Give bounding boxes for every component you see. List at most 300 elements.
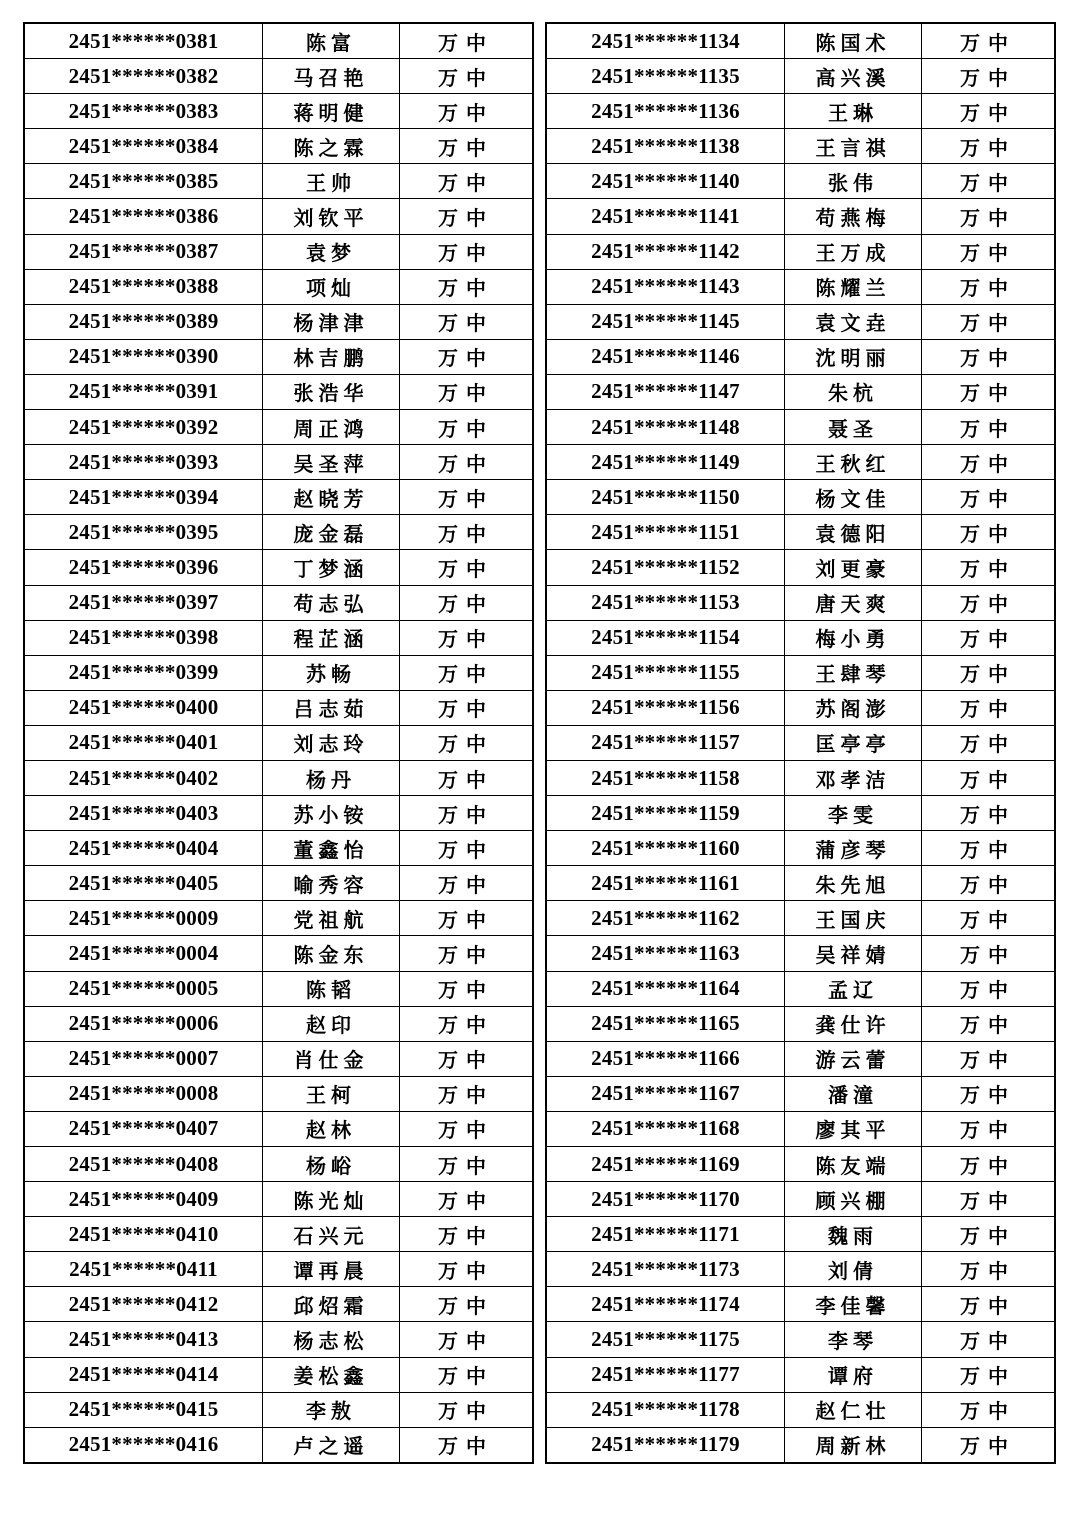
location-cell: 万中: [922, 585, 1056, 620]
id-cell: 2451******0407: [24, 1111, 263, 1146]
table-row: [546, 1182, 1055, 1217]
table-row: [546, 1041, 1055, 1076]
location-cell: 万中: [922, 59, 1056, 94]
name-cell: 李雯: [785, 796, 922, 831]
table-row: [546, 936, 1055, 971]
table-row: [546, 445, 1055, 480]
id-cell: 2451******1146: [546, 339, 785, 374]
name-cell: 王秋红: [785, 445, 922, 480]
location-cell: 万中: [400, 585, 534, 620]
name-cell: 吴祥婧: [785, 936, 922, 971]
id-cell: 2451******0413: [24, 1322, 263, 1357]
id-cell: 2451******0008: [24, 1076, 263, 1111]
name-cell: 袁德阳: [785, 515, 922, 550]
id-cell: 2451******1157: [546, 725, 785, 760]
name-cell: 蒲彦琴: [785, 831, 922, 866]
name-cell: 苏小铵: [263, 796, 400, 831]
name-cell: 张伟: [785, 164, 922, 199]
id-cell: 2451******1159: [546, 796, 785, 831]
id-cell: 2451******0415: [24, 1392, 263, 1427]
name-cell: 孟辽: [785, 971, 922, 1006]
name-cell: 袁文垚: [785, 304, 922, 339]
id-cell: 2451******1169: [546, 1147, 785, 1182]
id-cell: 2451******0409: [24, 1182, 263, 1217]
table-row: [546, 339, 1055, 374]
location-cell: 万中: [922, 515, 1056, 550]
location-cell: 万中: [400, 23, 534, 59]
id-cell: 2451******1178: [546, 1392, 785, 1427]
name-cell: 王言祺: [785, 129, 922, 164]
table-row: [546, 655, 1055, 690]
name-cell: 苟燕梅: [785, 199, 922, 234]
table-row: [546, 234, 1055, 269]
id-cell: 2451******1161: [546, 866, 785, 901]
id-cell: 2451******1164: [546, 971, 785, 1006]
id-cell: 2451******0381: [24, 23, 263, 59]
id-cell: 2451******1142: [546, 234, 785, 269]
name-cell: 杨志松: [263, 1322, 400, 1357]
location-cell: 万中: [922, 410, 1056, 445]
name-cell: 庞金磊: [263, 515, 400, 550]
location-cell: 万中: [400, 725, 534, 760]
id-cell: 2451******0383: [24, 94, 263, 129]
table-row: [24, 269, 533, 304]
location-cell: 万中: [400, 164, 534, 199]
id-cell: 2451******0416: [24, 1427, 263, 1463]
location-cell: 万中: [922, 1111, 1056, 1146]
id-cell: 2451******1167: [546, 1076, 785, 1111]
location-cell: 万中: [400, 199, 534, 234]
roster-table-right: [545, 22, 1056, 1464]
table-row: [24, 1111, 533, 1146]
table-row: [546, 410, 1055, 445]
id-cell: 2451******0404: [24, 831, 263, 866]
name-cell: 卢之遥: [263, 1427, 400, 1463]
name-cell: 袁梦: [263, 234, 400, 269]
table-row: [24, 1392, 533, 1427]
table-row: [546, 1392, 1055, 1427]
name-cell: 刘钦平: [263, 199, 400, 234]
name-cell: 苏畅: [263, 655, 400, 690]
table-row: [24, 374, 533, 409]
table-row: [546, 1217, 1055, 1252]
location-cell: 万中: [922, 1287, 1056, 1322]
location-cell: 万中: [922, 1182, 1056, 1217]
table-row: [546, 971, 1055, 1006]
name-cell: 魏雨: [785, 1217, 922, 1252]
location-cell: 万中: [922, 1322, 1056, 1357]
table-row: [546, 480, 1055, 515]
location-cell: 万中: [922, 164, 1056, 199]
location-cell: 万中: [400, 1322, 534, 1357]
table-row: [24, 515, 533, 550]
location-cell: 万中: [400, 620, 534, 655]
name-cell: 丁梦涵: [263, 550, 400, 585]
location-cell: 万中: [400, 1041, 534, 1076]
name-cell: 沈明丽: [785, 339, 922, 374]
table-row: [546, 269, 1055, 304]
name-cell: 朱杭: [785, 374, 922, 409]
table-row: [24, 585, 533, 620]
location-cell: 万中: [922, 129, 1056, 164]
roster-table-left: [23, 22, 534, 1464]
table-row: [24, 690, 533, 725]
location-cell: 万中: [400, 901, 534, 936]
name-cell: 王柯: [263, 1076, 400, 1111]
location-cell: 万中: [400, 1287, 534, 1322]
table-row: [24, 796, 533, 831]
table-row: [24, 480, 533, 515]
location-cell: 万中: [922, 1006, 1056, 1041]
location-cell: 万中: [400, 1147, 534, 1182]
table-row: [546, 23, 1055, 59]
name-cell: 陈国术: [785, 23, 922, 59]
id-cell: 2451******1153: [546, 585, 785, 620]
name-cell: 陈之霖: [263, 129, 400, 164]
table-row: [24, 901, 533, 936]
table-row: [24, 410, 533, 445]
table-row: [546, 866, 1055, 901]
location-cell: 万中: [400, 1076, 534, 1111]
name-cell: 赵晓芳: [263, 480, 400, 515]
table-row: [546, 550, 1055, 585]
table-row: [546, 585, 1055, 620]
table-row: [24, 971, 533, 1006]
location-cell: 万中: [400, 690, 534, 725]
id-cell: 2451******1149: [546, 445, 785, 480]
id-cell: 2451******0397: [24, 585, 263, 620]
name-cell: 董鑫怡: [263, 831, 400, 866]
location-cell: 万中: [400, 1392, 534, 1427]
location-cell: 万中: [400, 1217, 534, 1252]
name-cell: 陈金东: [263, 936, 400, 971]
table-row: [546, 515, 1055, 550]
name-cell: 陈韬: [263, 971, 400, 1006]
name-cell: 李琴: [785, 1322, 922, 1357]
name-cell: 李敖: [263, 1392, 400, 1427]
location-cell: 万中: [922, 480, 1056, 515]
location-cell: 万中: [922, 445, 1056, 480]
id-cell: 2451******0403: [24, 796, 263, 831]
location-cell: 万中: [400, 1006, 534, 1041]
table-row: [24, 1006, 533, 1041]
name-cell: 苟志弘: [263, 585, 400, 620]
table-row: [24, 936, 533, 971]
location-cell: 万中: [400, 129, 534, 164]
location-cell: 万中: [922, 23, 1056, 59]
name-cell: 党祖航: [263, 901, 400, 936]
location-cell: 万中: [400, 59, 534, 94]
name-cell: 蒋明健: [263, 94, 400, 129]
location-cell: 万中: [400, 304, 534, 339]
name-cell: 王国庆: [785, 901, 922, 936]
location-cell: 万中: [400, 866, 534, 901]
id-cell: 2451******1170: [546, 1182, 785, 1217]
id-cell: 2451******1134: [546, 23, 785, 59]
name-cell: 陈耀兰: [785, 269, 922, 304]
table-row: [546, 1322, 1055, 1357]
table-row: [546, 760, 1055, 795]
name-cell: 唐天爽: [785, 585, 922, 620]
id-cell: 2451******0392: [24, 410, 263, 445]
id-cell: 2451******0382: [24, 59, 263, 94]
id-cell: 2451******1166: [546, 1041, 785, 1076]
table-row: [24, 1147, 533, 1182]
id-cell: 2451******0384: [24, 129, 263, 164]
id-cell: 2451******0386: [24, 199, 263, 234]
table-row: [24, 234, 533, 269]
table-row: [24, 1287, 533, 1322]
location-cell: 万中: [400, 760, 534, 795]
id-cell: 2451******0006: [24, 1006, 263, 1041]
table-row: [546, 796, 1055, 831]
name-cell: 喻秀容: [263, 866, 400, 901]
location-cell: 万中: [400, 480, 534, 515]
location-cell: 万中: [400, 339, 534, 374]
table-row: [24, 725, 533, 760]
id-cell: 2451******1160: [546, 831, 785, 866]
table-row: [24, 1322, 533, 1357]
name-cell: 项灿: [263, 269, 400, 304]
id-cell: 2451******0408: [24, 1147, 263, 1182]
name-cell: 杨文佳: [785, 480, 922, 515]
location-cell: 万中: [400, 410, 534, 445]
name-cell: 马召艳: [263, 59, 400, 94]
name-cell: 姜松鑫: [263, 1357, 400, 1392]
id-cell: 2451******0401: [24, 725, 263, 760]
id-cell: 2451******0388: [24, 269, 263, 304]
name-cell: 周新林: [785, 1427, 922, 1463]
id-cell: 2451******1158: [546, 760, 785, 795]
location-cell: 万中: [922, 760, 1056, 795]
id-cell: 2451******1135: [546, 59, 785, 94]
id-cell: 2451******1145: [546, 304, 785, 339]
id-cell: 2451******0411: [24, 1252, 263, 1287]
id-cell: 2451******0398: [24, 620, 263, 655]
location-cell: 万中: [922, 655, 1056, 690]
id-cell: 2451******1151: [546, 515, 785, 550]
id-cell: 2451******1154: [546, 620, 785, 655]
table-row: [24, 1182, 533, 1217]
id-cell: 2451******1147: [546, 374, 785, 409]
id-cell: 2451******0007: [24, 1041, 263, 1076]
location-cell: 万中: [922, 936, 1056, 971]
name-cell: 刘更豪: [785, 550, 922, 585]
location-cell: 万中: [922, 866, 1056, 901]
name-cell: 王肆琴: [785, 655, 922, 690]
location-cell: 万中: [922, 339, 1056, 374]
name-cell: 邱炤霜: [263, 1287, 400, 1322]
table-row: [24, 339, 533, 374]
table-row: [24, 164, 533, 199]
id-cell: 2451******1177: [546, 1357, 785, 1392]
table-row: [24, 866, 533, 901]
location-cell: 万中: [922, 901, 1056, 936]
id-cell: 2451******0396: [24, 550, 263, 585]
id-cell: 2451******0391: [24, 374, 263, 409]
name-cell: 匡亭亭: [785, 725, 922, 760]
name-cell: 赵林: [263, 1111, 400, 1146]
table-row: [24, 655, 533, 690]
name-cell: 赵仁壮: [785, 1392, 922, 1427]
name-cell: 林吉鹏: [263, 339, 400, 374]
id-cell: 2451******0387: [24, 234, 263, 269]
id-cell: 2451******1155: [546, 655, 785, 690]
name-cell: 聂圣: [785, 410, 922, 445]
id-cell: 2451******1175: [546, 1322, 785, 1357]
table-row: [24, 1252, 533, 1287]
table-row: [546, 1111, 1055, 1146]
id-cell: 2451******0400: [24, 690, 263, 725]
name-cell: 吴圣萍: [263, 445, 400, 480]
location-cell: 万中: [922, 550, 1056, 585]
table-row: [24, 129, 533, 164]
name-cell: 李佳馨: [785, 1287, 922, 1322]
name-cell: 谭府: [785, 1357, 922, 1392]
name-cell: 杨峪: [263, 1147, 400, 1182]
name-cell: 石兴元: [263, 1217, 400, 1252]
location-cell: 万中: [922, 1357, 1056, 1392]
name-cell: 高兴溪: [785, 59, 922, 94]
id-cell: 2451******0399: [24, 655, 263, 690]
id-cell: 2451******1156: [546, 690, 785, 725]
table-row: [546, 304, 1055, 339]
table-row: [24, 1041, 533, 1076]
location-cell: 万中: [922, 1147, 1056, 1182]
location-cell: 万中: [400, 655, 534, 690]
location-cell: 万中: [922, 1076, 1056, 1111]
name-cell: 刘倩: [785, 1252, 922, 1287]
name-cell: 王帅: [263, 164, 400, 199]
id-cell: 2451******1150: [546, 480, 785, 515]
location-cell: 万中: [400, 936, 534, 971]
name-cell: 游云蕾: [785, 1041, 922, 1076]
name-cell: 梅小勇: [785, 620, 922, 655]
table-row: [24, 59, 533, 94]
location-cell: 万中: [400, 1427, 534, 1463]
location-cell: 万中: [400, 374, 534, 409]
location-cell: 万中: [922, 1427, 1056, 1463]
location-cell: 万中: [400, 269, 534, 304]
location-cell: 万中: [922, 374, 1056, 409]
table-row: [24, 94, 533, 129]
table-row: [24, 550, 533, 585]
id-cell: 2451******0009: [24, 901, 263, 936]
id-cell: 2451******1174: [546, 1287, 785, 1322]
id-cell: 2451******0004: [24, 936, 263, 971]
table-row: [24, 760, 533, 795]
table-row: [24, 1076, 533, 1111]
table-row: [546, 1287, 1055, 1322]
id-cell: 2451******1173: [546, 1252, 785, 1287]
table-row: [24, 1357, 533, 1392]
name-cell: 朱先旭: [785, 866, 922, 901]
table-row: [546, 1076, 1055, 1111]
name-cell: 顾兴棚: [785, 1182, 922, 1217]
location-cell: 万中: [922, 620, 1056, 655]
id-cell: 2451******1143: [546, 269, 785, 304]
location-cell: 万中: [400, 1357, 534, 1392]
name-cell: 邓孝洁: [785, 760, 922, 795]
id-cell: 2451******0390: [24, 339, 263, 374]
id-cell: 2451******0412: [24, 1287, 263, 1322]
name-cell: 陈富: [263, 23, 400, 59]
name-cell: 杨津津: [263, 304, 400, 339]
name-cell: 杨丹: [263, 760, 400, 795]
table-row: [546, 59, 1055, 94]
location-cell: 万中: [400, 445, 534, 480]
table-row: [546, 1427, 1055, 1463]
table-row: [546, 725, 1055, 760]
name-cell: 吕志茹: [263, 690, 400, 725]
name-cell: 廖其平: [785, 1111, 922, 1146]
name-cell: 程芷涵: [263, 620, 400, 655]
id-cell: 2451******0402: [24, 760, 263, 795]
location-cell: 万中: [922, 1217, 1056, 1252]
name-cell: 苏阁澎: [785, 690, 922, 725]
table-row: [24, 620, 533, 655]
name-cell: 谭再晨: [263, 1252, 400, 1287]
location-cell: 万中: [400, 234, 534, 269]
id-cell: 2451******0395: [24, 515, 263, 550]
name-cell: 陈光灿: [263, 1182, 400, 1217]
table-row: [546, 1357, 1055, 1392]
table-row: [546, 164, 1055, 199]
table-row: [546, 901, 1055, 936]
name-cell: 龚仕许: [785, 1006, 922, 1041]
location-cell: 万中: [400, 1252, 534, 1287]
table-row: [24, 831, 533, 866]
table-row: [24, 23, 533, 59]
location-cell: 万中: [400, 1111, 534, 1146]
location-cell: 万中: [922, 199, 1056, 234]
table-row: [546, 831, 1055, 866]
table-row: [546, 620, 1055, 655]
id-cell: 2451******1148: [546, 410, 785, 445]
id-cell: 2451******1138: [546, 129, 785, 164]
location-cell: 万中: [922, 971, 1056, 1006]
location-cell: 万中: [400, 831, 534, 866]
id-cell: 2451******1163: [546, 936, 785, 971]
id-cell: 2451******0005: [24, 971, 263, 1006]
table-row: [546, 129, 1055, 164]
location-cell: 万中: [922, 1392, 1056, 1427]
table-row: [546, 1252, 1055, 1287]
location-cell: 万中: [922, 1041, 1056, 1076]
table-row: [546, 199, 1055, 234]
id-cell: 2451******0394: [24, 480, 263, 515]
name-cell: 潘潼: [785, 1076, 922, 1111]
location-cell: 万中: [922, 269, 1056, 304]
table-row: [546, 690, 1055, 725]
table-row: [546, 1006, 1055, 1041]
id-cell: 2451******0405: [24, 866, 263, 901]
location-cell: 万中: [400, 515, 534, 550]
name-cell: 赵印: [263, 1006, 400, 1041]
id-cell: 2451******1171: [546, 1217, 785, 1252]
id-cell: 2451******1152: [546, 550, 785, 585]
name-cell: 肖仕金: [263, 1041, 400, 1076]
location-cell: 万中: [922, 234, 1056, 269]
id-cell: 2451******0389: [24, 304, 263, 339]
name-cell: 陈友端: [785, 1147, 922, 1182]
id-cell: 2451******1136: [546, 94, 785, 129]
table-row: [24, 199, 533, 234]
location-cell: 万中: [922, 94, 1056, 129]
id-cell: 2451******0410: [24, 1217, 263, 1252]
name-cell: 刘志玲: [263, 725, 400, 760]
name-cell: 王万成: [785, 234, 922, 269]
